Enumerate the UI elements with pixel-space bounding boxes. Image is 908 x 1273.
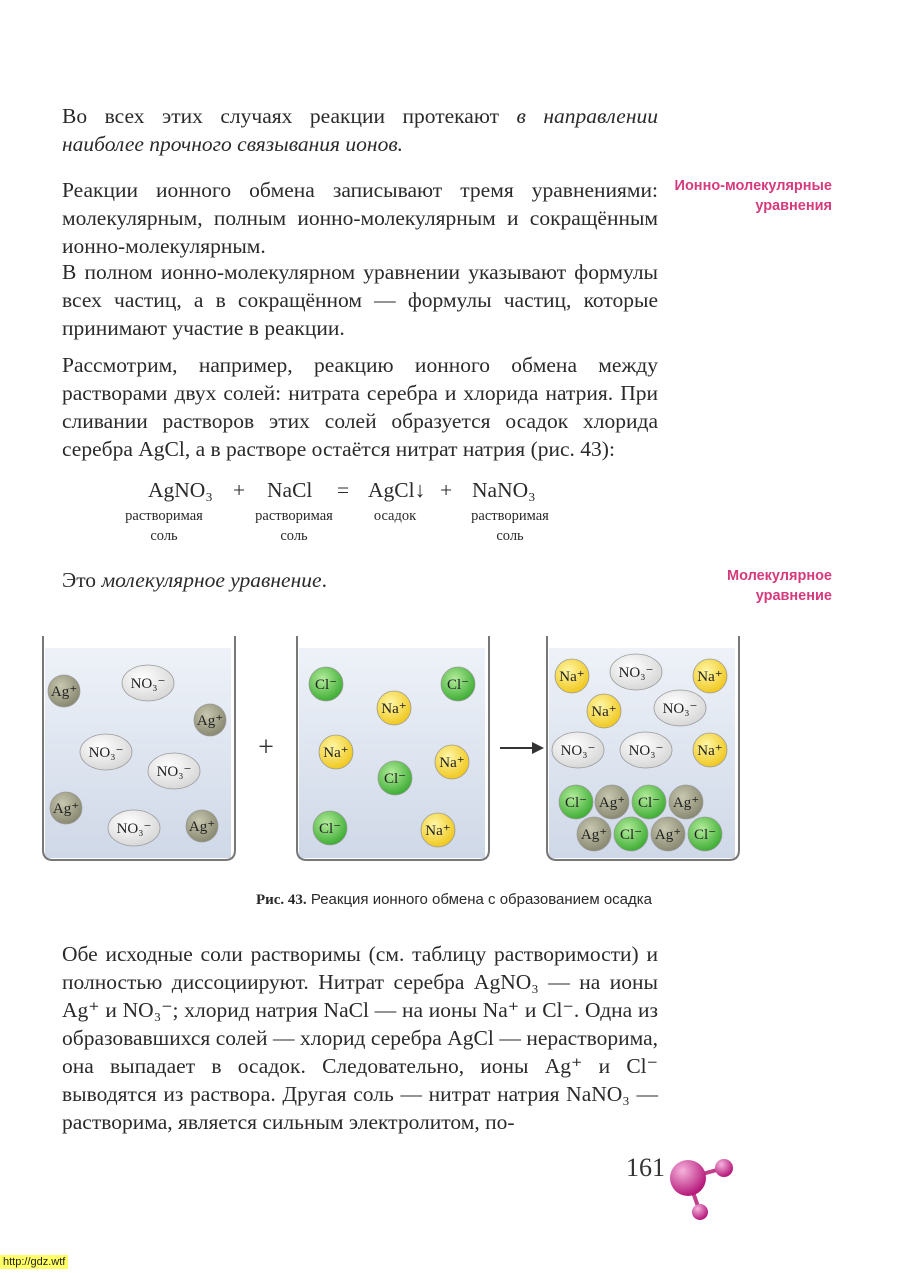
margin-note-molecular: Молекулярное уравнение	[727, 568, 832, 604]
ion-label: NO₃⁻	[156, 764, 192, 780]
ion-label: Ag⁺	[188, 819, 216, 835]
ion-label: Ag⁺	[672, 795, 700, 811]
ion-cl	[632, 785, 666, 819]
ion-no3	[148, 753, 200, 789]
paragraph-2	[62, 176, 658, 260]
eq-label-1: растворимая соль	[125, 508, 203, 544]
ion-na	[587, 694, 621, 728]
reaction-arrow	[500, 742, 544, 754]
ion-ag	[577, 817, 611, 851]
ion-label: Cl⁻	[383, 771, 407, 787]
p1-italic: в направлении наиболее прочного связывания ионов.	[62, 104, 659, 156]
ion-ag	[48, 675, 80, 707]
ion-ag	[651, 817, 685, 851]
ion-label: Na⁺	[591, 704, 617, 720]
ion-label: Ag⁺	[196, 713, 224, 729]
eq-equals: =	[337, 478, 350, 502]
ion-ag	[50, 792, 82, 824]
ion-no3	[610, 654, 662, 690]
ion-ag	[186, 810, 218, 842]
ion-cl	[688, 817, 722, 851]
ion-label: Cl⁻	[693, 827, 717, 843]
ion-na	[693, 659, 727, 693]
paragraph-1	[62, 102, 658, 158]
ion-no3	[620, 732, 672, 768]
ion-label: Cl⁻	[637, 795, 661, 811]
eq-label-2: растворимая соль	[255, 508, 333, 544]
ion-cl	[559, 785, 593, 819]
eq-plus-2: +	[440, 478, 453, 502]
ion-label: NO₃⁻	[628, 743, 664, 759]
eq-label-4: растворимая соль	[471, 508, 549, 544]
ion-label: NO₃⁻	[116, 821, 152, 837]
ion-cl	[378, 761, 412, 795]
molecule-decoration-icon	[666, 1156, 746, 1226]
p3-text: В полном ионно-молекулярном уравнении указывают формулы всех частиц, а в сокращённом — формулы частиц, которые принимают участие в реакции.	[62, 260, 658, 340]
ion-label: Ag⁺	[598, 795, 626, 811]
ion-no3	[552, 732, 604, 768]
ion-label: Na⁺	[697, 743, 723, 759]
ion-label: Cl⁻	[619, 827, 643, 843]
ion-na	[435, 745, 469, 779]
ion-label: NO₃⁻	[88, 745, 124, 761]
margin-note-ion-molecular: Ионно-молекулярные уравнения	[674, 178, 832, 214]
p1-text: Во всех этих случаях реакции протекают	[62, 104, 517, 128]
eq-label-3: осадок	[373, 508, 417, 524]
page-number: 161	[626, 1153, 665, 1182]
ion-label: Ag⁺	[654, 827, 682, 843]
paragraph-3	[62, 258, 658, 342]
ion-label: Cl⁻	[318, 821, 342, 837]
ion-label: Ag⁺	[50, 684, 78, 700]
ion-label: Na⁺	[439, 755, 465, 771]
p5-end: .	[321, 568, 327, 592]
ion-cl	[313, 811, 347, 845]
ion-label: Cl⁻	[446, 677, 470, 693]
paragraph-5	[62, 566, 658, 594]
ion-label: NO₃⁻	[618, 665, 654, 681]
eq-agno3: AgNO₃	[148, 478, 213, 502]
ion-na	[319, 735, 353, 769]
p2-text: Реакции ионного обмена записывают тремя уравнениями: молекулярным, полным ионно-молекулярным и сокращённым ионно-молекулярным.	[62, 178, 658, 258]
ion-label: NO₃⁻	[662, 701, 698, 717]
figure-43	[38, 628, 748, 868]
p5-italic: молекулярное уравнение	[101, 568, 322, 592]
paragraph-4	[62, 351, 658, 463]
caption-text: Реакция ионного обмена с образованием осадка	[306, 891, 653, 908]
ion-na	[421, 813, 455, 847]
ion-ag	[595, 785, 629, 819]
ion-label: Na⁺	[425, 823, 451, 839]
ion-label: Na⁺	[381, 701, 407, 717]
paragraph-6	[62, 940, 658, 1136]
ion-cl	[309, 667, 343, 701]
ion-no3	[122, 665, 174, 701]
eq-agcl: AgCl↓	[368, 478, 426, 502]
ion-label: Na⁺	[559, 669, 585, 685]
ion-label: NO₃⁻	[130, 676, 166, 692]
p5-text: Это	[62, 568, 102, 592]
ion-na	[693, 733, 727, 767]
ion-na	[377, 691, 411, 725]
ion-ag	[669, 785, 703, 819]
ion-label: Cl⁻	[314, 677, 338, 693]
ion-no3	[108, 810, 160, 846]
eq-plus-1: +	[233, 478, 246, 502]
ion-label: Na⁺	[697, 669, 723, 685]
footer-link[interactable]: http://gdz.wtf	[0, 1255, 68, 1269]
ion-no3	[654, 690, 706, 726]
ion-na	[555, 659, 589, 693]
ion-cl	[441, 667, 475, 701]
p4-text: Рассмотрим, например, реакцию ионного обмена между растворами двух солей: нитрата серебра и хлорида натрия. При сливании растворов этих солей образуется осадок хлорида серебра AgCl, а в растворе остаётся нитрат натрия (рис. 43):	[62, 353, 658, 461]
p6-text: Обе исходные соли растворимы (см. таблицу растворимости) и полностью диссоциируют. Нитрат серебра AgNO₃ — на ионы Ag⁺ и NO₃⁻; хлорид натрия NaCl — на ионы Na⁺ и Cl⁻. Одна из образовавшихся солей — хлорид серебра AgCl — нерастворима, она выпадает в осадок. Следовательно, ионы Ag⁺ и Cl⁻ выводятся из раствора. Другая соль — нитрат натрия NaNO₃ — растворима, является сильным электролитом, по-	[62, 942, 658, 1134]
eq-nano3: NaNO₃	[472, 478, 536, 502]
figure-caption	[0, 891, 908, 909]
ion-label: NO₃⁻	[560, 743, 596, 759]
eq-nacl: NaCl	[267, 478, 313, 502]
ion-label: Ag⁺	[52, 801, 80, 817]
ion-label: Na⁺	[323, 745, 349, 761]
ion-no3	[80, 734, 132, 770]
ion-label: Cl⁻	[564, 795, 588, 811]
ion-ag	[194, 704, 226, 736]
figure-plus: +	[258, 732, 274, 763]
ion-label: Ag⁺	[580, 827, 608, 843]
ion-cl	[614, 817, 648, 851]
caption-label: Рис. 43.	[255, 892, 307, 908]
